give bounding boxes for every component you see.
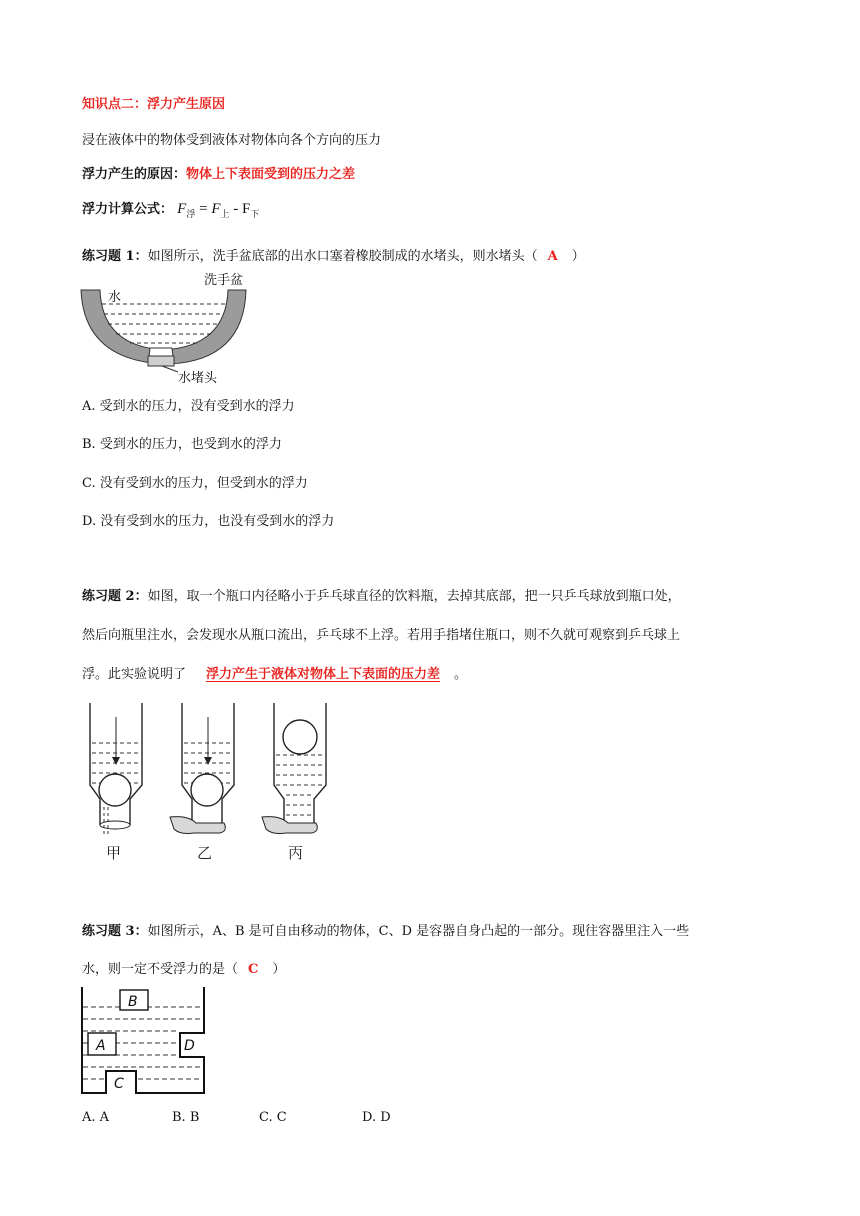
ex2-line2: 然后向瓶里注水，会发现水从瓶口流出，乒乓球不上浮。若用手指堵住瓶口，则不久就可观察到乒乓球上 [82,628,681,643]
ex1-option-d: D. 没有受到水的压力，也没有受到水的浮力 [82,514,335,529]
bottle-experiment-figure [84,703,336,865]
ex1-option-b: B. 受到水的压力，也受到水的浮力 [82,437,282,452]
label-b: B [128,994,138,1010]
ex1-option-a: A. 受到水的压力，没有受到水的浮力 [82,399,295,414]
ex2-label: 练习题 2： [82,589,148,604]
bottle-bing [262,703,326,862]
ex3-line2: 水，则一定不受浮力的是（ C ） [82,962,286,977]
formula: $F_浮 = F_上 - F_下$ [177,201,260,219]
ex1-answer: A [547,249,558,264]
label-d: D [184,1038,195,1054]
ping-pong-ball-jia [99,774,131,806]
label-jia: 甲 [106,844,122,862]
cause-label: 浮力产生的原因： [82,167,187,182]
finger-yi [170,817,225,834]
finger-bing [262,817,317,834]
ping-pong-ball-bing [283,720,317,754]
container-figure [80,987,210,1095]
ex2-answer: 浮力产生于液体对物体上下表面的压力差 [206,667,441,682]
ex3-line1: 练习题 3：如图所示，A、B 是可自由移动的物体，C、D 是容器自身凸起的一部分。现往容器里注入一些 [82,924,690,939]
label-c: C [114,1076,124,1092]
ex2-line3: 浮。此实验说明了 浮力产生于液体对物体上下表面的压力差 。 [82,667,468,682]
ex1-label: 练习题 1： [82,249,148,264]
ex3-option-c: C. C [259,1110,287,1125]
ex3-label: 练习题 3： [82,924,148,939]
section-description: 浸在液体中的物体受到液体对物体向各个方向的压力 [82,133,382,148]
ex1-question: 练习题 1：如图所示，洗手盆底部的出水口塞着橡胶制成的水堵头，则水堵头（ A ） [82,249,585,264]
ex3-option-d: D. D [362,1110,391,1125]
ping-pong-ball-yi [191,774,223,806]
bottle-jia [90,703,142,862]
label-a: A [96,1038,106,1054]
plug-shape [148,356,174,366]
basin-figure [78,268,254,386]
ex3-answer: C [248,962,259,977]
label-bing: 丙 [288,844,304,862]
bottle-yi [170,703,234,862]
plug-label: 水堵头 [178,371,218,386]
section-title: 知识点二：浮力产生原因 [82,97,226,112]
ex2-line1: 练习题 2：如图，取一个瓶口内径略小于乒乓球直径的饮料瓶，去掉其底部，把一只乒乓球放到瓶口处， [82,589,681,604]
formula-label: 浮力计算公式： [82,202,174,217]
label-yi: 乙 [197,844,213,862]
ex1-option-c: C. 没有受到水的压力，但受到水的浮力 [82,476,308,491]
ex3-option-b: B. B [172,1110,200,1125]
water-label: 水 [108,290,122,305]
formula-line [82,198,259,220]
cause-value: 物体上下表面受到的压力之差 [186,167,356,182]
cause-line [82,163,355,182]
basin-label: 洗手盆 [204,273,244,288]
ex3-option-a: A. A [82,1110,110,1125]
